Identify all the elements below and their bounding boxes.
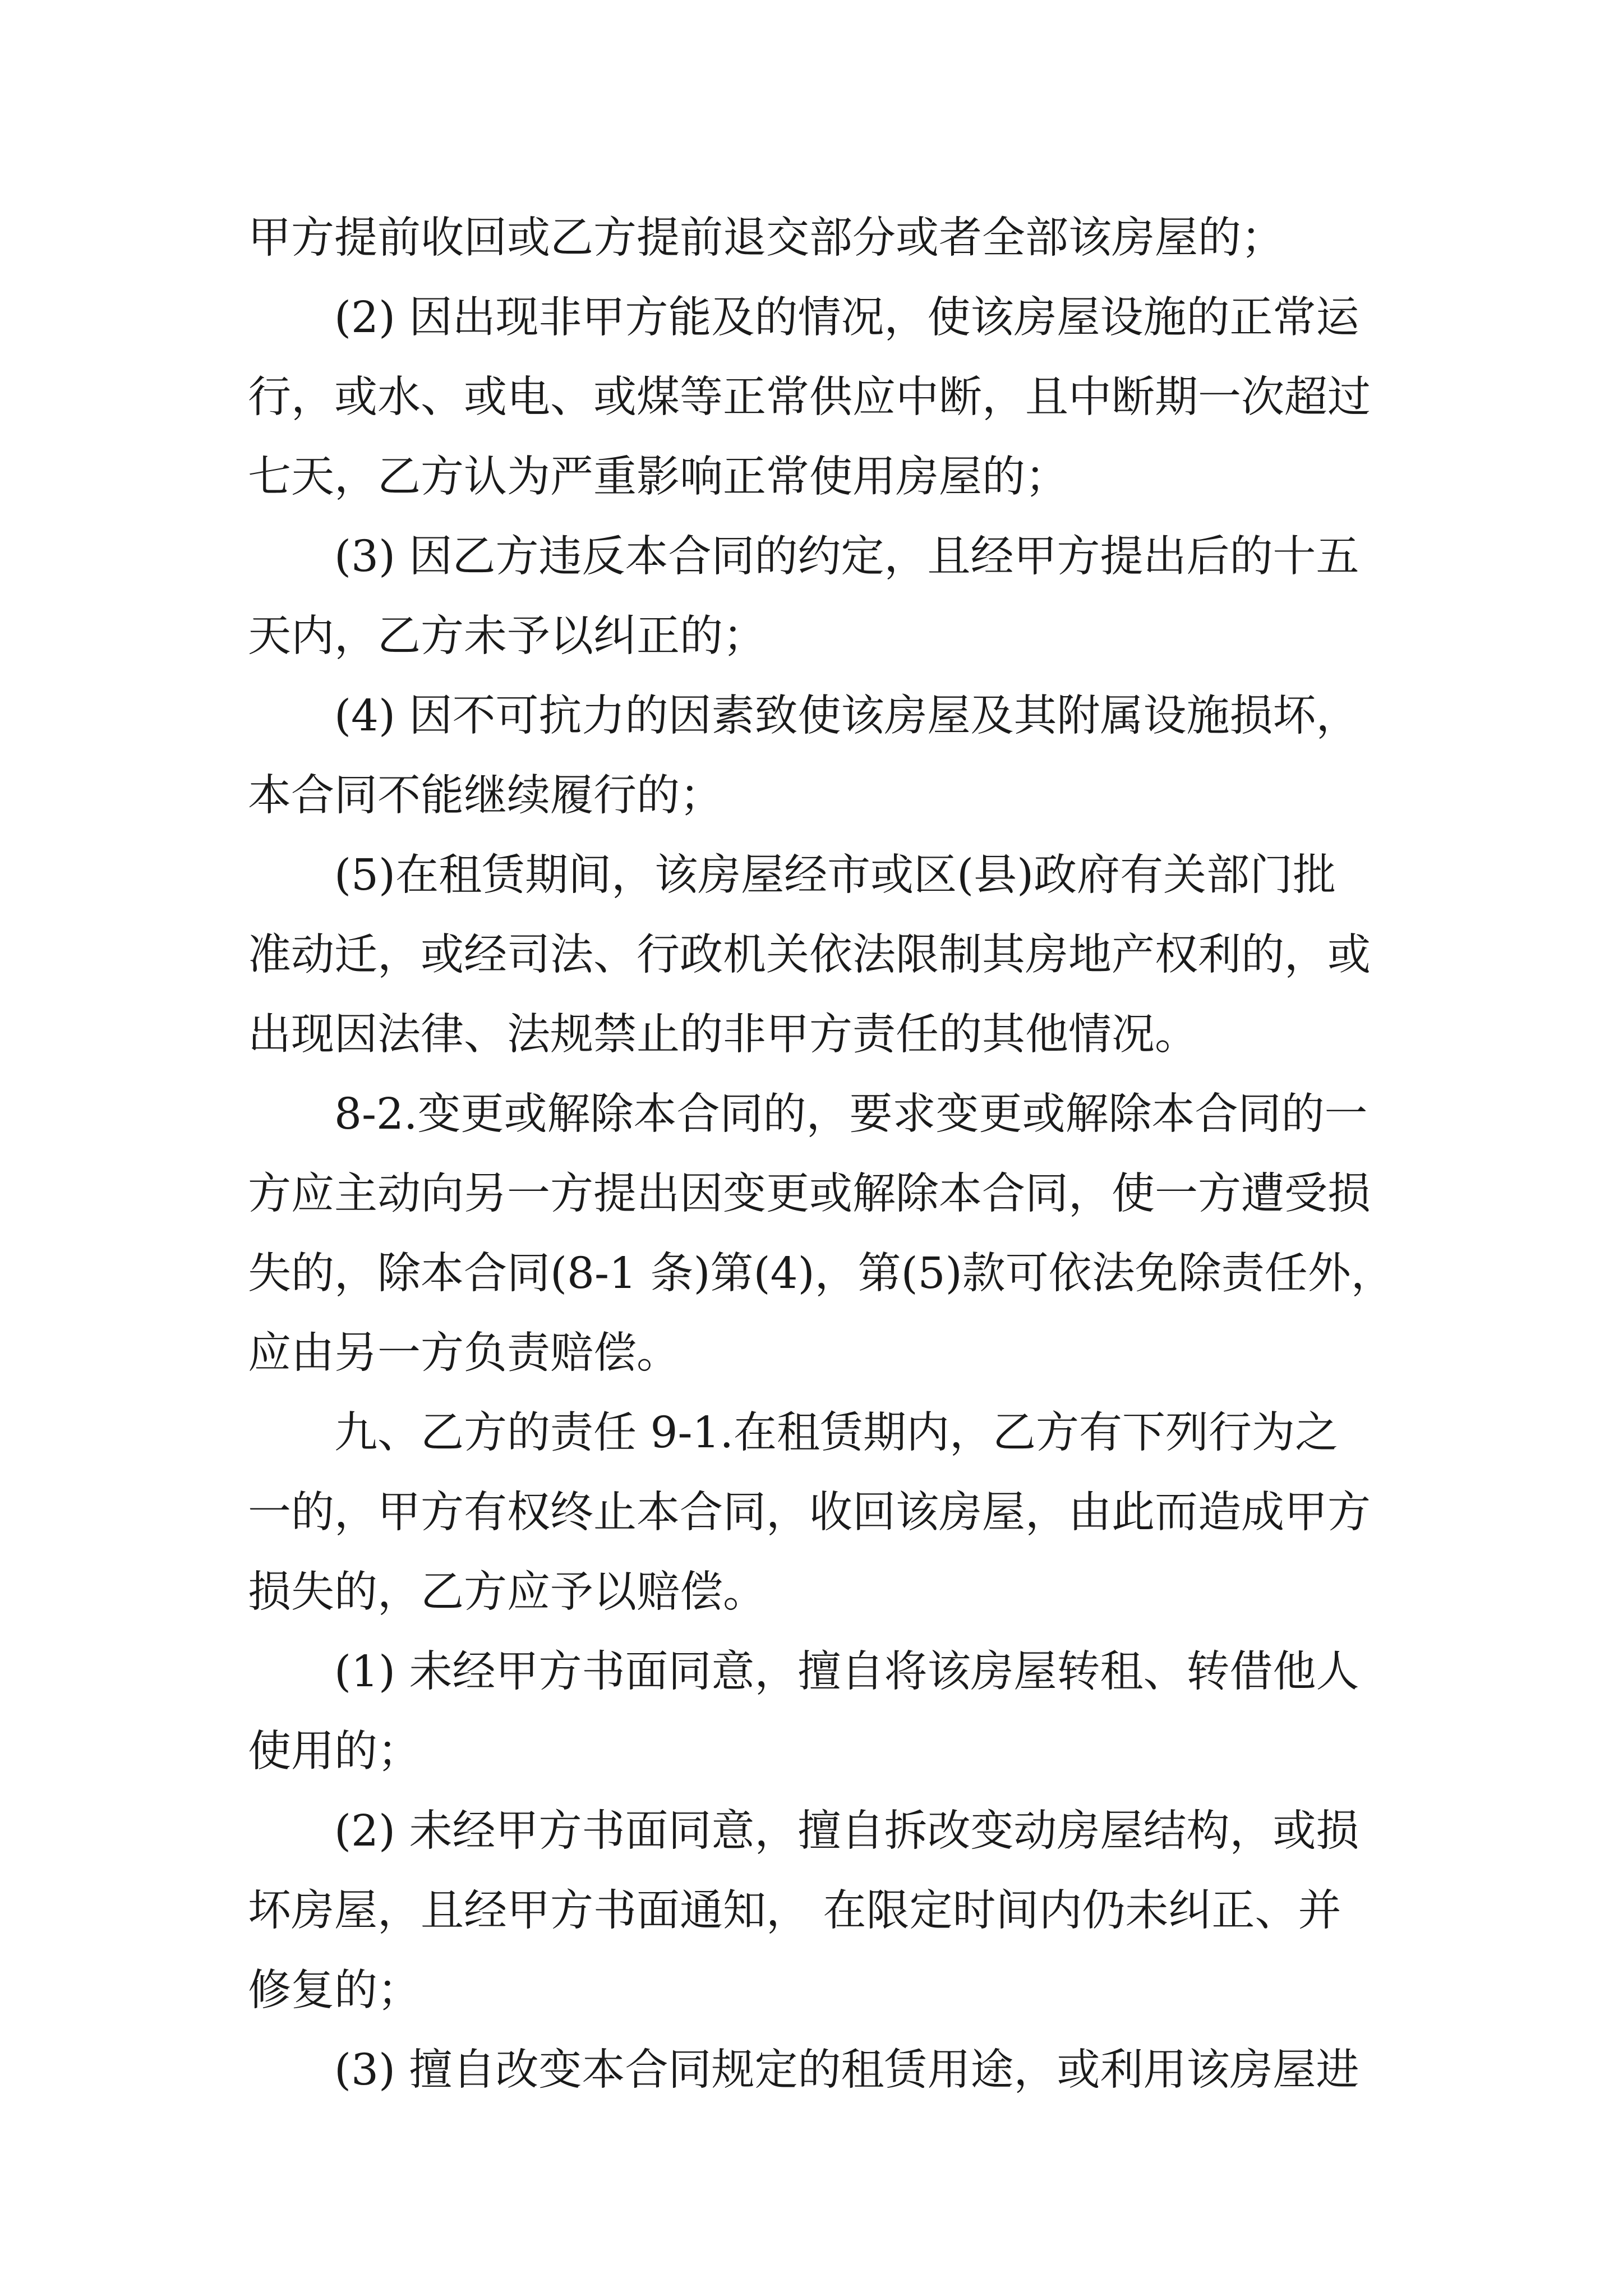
text-line: 失的，除本合同(8-1 条)第(4)，第(5)款可依法免除责任外， (248, 1249, 1394, 1299)
section-9-heading-line: 九、乙方的责任 9-1.在租赁期内，乙方有下列行为之 (334, 1408, 1338, 1458)
clause-8-1-5-line: (5)在租赁期间，该房屋经市或区(县)政府有关部门批 (334, 850, 1336, 900)
clause-9-1-3-line: (3) 擅自改变本合同规定的租赁用途，或利用该房屋进 (334, 2045, 1359, 2095)
text-line: 准动迁，或经司法、行政机关依法限制其房地产权利的，或 (248, 930, 1371, 980)
text-line: 使用的； (248, 1727, 421, 1777)
text-line: 应由另一方负责赔偿。 (248, 1328, 680, 1378)
clause-8-1-2-line: (2) 因出现非甲方能及的情况，使该房屋设施的正常运 (334, 293, 1359, 343)
text-line: 行，或水、或电、或煤等正常供应中断，且中断期一次超过 (248, 372, 1371, 422)
text-line: 修复的； (248, 1966, 421, 2016)
clause-8-1-4-line: (4) 因不可抗力的因素致使该房屋及其附属设施损坏， (334, 691, 1359, 741)
text-line: 坏房屋，且经甲方书面通知， 在限定时间内仍未纠正、并 (248, 1886, 1341, 1936)
text-line: 七天，乙方认为严重影响正常使用房屋的； (248, 452, 1068, 502)
text-line: 本合同不能继续履行的； (248, 771, 723, 821)
text-line: 出现因法律、法规禁止的非甲方责任的其他情况。 (248, 1010, 1198, 1060)
clause-9-1-1-line: (1) 未经甲方书面同意，擅自将该房屋转租、转借他人 (334, 1647, 1359, 1697)
text-line: 天内，乙方未予以纠正的； (248, 611, 766, 661)
text-line: 损失的，乙方应予以赔偿。 (248, 1567, 766, 1617)
text-line: 一的，甲方有权终止本合同，收回该房屋，由此而造成甲方 (248, 1488, 1371, 1538)
clause-9-1-2-line: (2) 未经甲方书面同意，擅自拆改变动房屋结构，或损 (334, 1806, 1359, 1856)
clause-8-1-3-line: (3) 因乙方违反本合同的约定，且经甲方提出后的十五 (334, 532, 1359, 582)
text-line: 甲方提前收回或乙方提前退交部分或者全部该房屋的； (248, 213, 1284, 263)
text-line: 方应主动向另一方提出因变更或解除本合同，使一方遭受损 (248, 1169, 1371, 1219)
clause-8-2-line: 8-2.变更或解除本合同的，要求变更或解除本合同的一 (334, 1089, 1368, 1139)
